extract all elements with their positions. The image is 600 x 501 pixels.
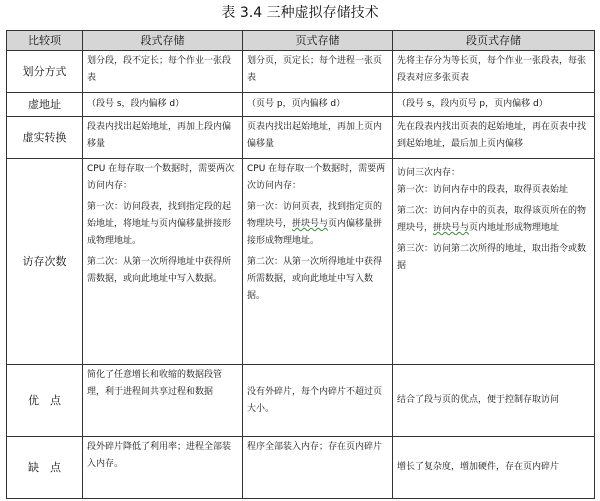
cell-segment: （段号 s，段内偏移 d）	[83, 93, 243, 117]
row-label: 访存次数	[7, 159, 83, 365]
cell-segment-page: 先将主存分为等长页，每个作业一张段表，每张段表对应多张页表	[393, 51, 595, 93]
text-run: 第一次：访问页表，找到指定页的物理块号，	[247, 202, 383, 229]
paragraph: 第一次：访问内存中的段表，取得页表始址	[397, 185, 569, 195]
cell-segment-page: （段号 s，段内页号 p，页内偏移 d）	[393, 93, 595, 117]
cell-segment-page: 先在段表内找出页表的起始地址，再在页表中找到起始地址，最后加上页内偏移	[393, 117, 595, 159]
cell-segment: 简化了任意增长和收缩的数据段管理，利于进程间共享过程和数据	[83, 365, 243, 437]
cell-segment	[83, 159, 243, 365]
cell-segment: 段外碎片降低了利用率；进程全部装入内存。	[83, 437, 243, 499]
row-label: 优 点	[7, 365, 83, 437]
underlined-text: 拼块号与	[433, 223, 470, 233]
paragraph: 访问三次内存：	[397, 168, 461, 178]
cell-page: （页号 p，页内偏移 d）	[243, 93, 393, 117]
underlined-text: 拼块号与	[292, 219, 329, 229]
cell-segment-page: 结合了段与页的优点，便于控制存取访问	[393, 365, 595, 437]
row-advantages	[7, 365, 595, 437]
cell-page: 页表内找出起始地址，再加上页内偏移量	[243, 117, 393, 159]
cell-page: 没有外碎片，每个内碎片不超过页大小。	[243, 365, 393, 437]
header-row	[7, 31, 595, 51]
cell-segment-page: 增长了复杂度，增加硬件，存在页内碎片	[393, 437, 595, 499]
row-label: 虚地址	[7, 93, 83, 117]
row-division	[7, 51, 595, 93]
row-translation	[7, 117, 595, 159]
row-memory-access	[7, 159, 595, 365]
cell-page: 程序全部装入内存；存在页内碎片	[243, 437, 393, 499]
header-segment: 段式存储	[83, 31, 243, 51]
row-label: 虚实转换	[7, 117, 83, 159]
cell-page: 划分页，页定长；每个进程一张页表	[243, 51, 393, 93]
comparison-table	[6, 30, 595, 499]
text-run: 页内地址形成物理地址	[469, 223, 560, 233]
text-run: 第二次：访问内存中的页表，取得该页所在的物理块号，	[397, 206, 587, 233]
paragraph: CPU 在每存取一个数据时，需要两次访问内存：	[87, 164, 235, 191]
row-label: 缺 点	[7, 437, 83, 499]
paragraph	[247, 199, 388, 250]
cell-segment: 段表内找出起始地址，再加上段内偏移量	[83, 117, 243, 159]
header-segment-page: 段页式存储	[393, 31, 595, 51]
cell-segment-page	[393, 159, 595, 365]
table-caption: 表 3.4 三种虚拟存储技术	[221, 5, 379, 21]
header-page: 页式存储	[243, 31, 393, 51]
cell-segment: 划分段，段不定长；每个作业一张段表	[83, 51, 243, 93]
paragraph	[397, 203, 590, 237]
paragraph: 第三次：访问第二次所得的地址，取出指令或数据	[397, 244, 587, 271]
paragraph: 第二次：从第一次所得地址中获得所需数据，或向此地址中写入数据。	[247, 257, 383, 301]
row-disadvantages	[7, 437, 595, 499]
cell-page	[243, 159, 393, 365]
header-compare-item: 比较项	[7, 31, 83, 51]
row-virtual-address	[7, 93, 595, 117]
paragraph: 第二次：从第一次所得地址中获得所需数据，或向此地址中写入数据。	[87, 257, 232, 284]
text-run: 页内偏移量拼接形成物理地址。	[247, 219, 383, 246]
paragraph: CPU 在每存取一个数据时，需要两次访问内存：	[247, 164, 386, 191]
row-label: 划分方式	[7, 51, 83, 93]
paragraph: 第一次：访问段表，找到指定段的起始地址，将地址与页内偏移量拼接形成物理地址。	[87, 202, 232, 246]
